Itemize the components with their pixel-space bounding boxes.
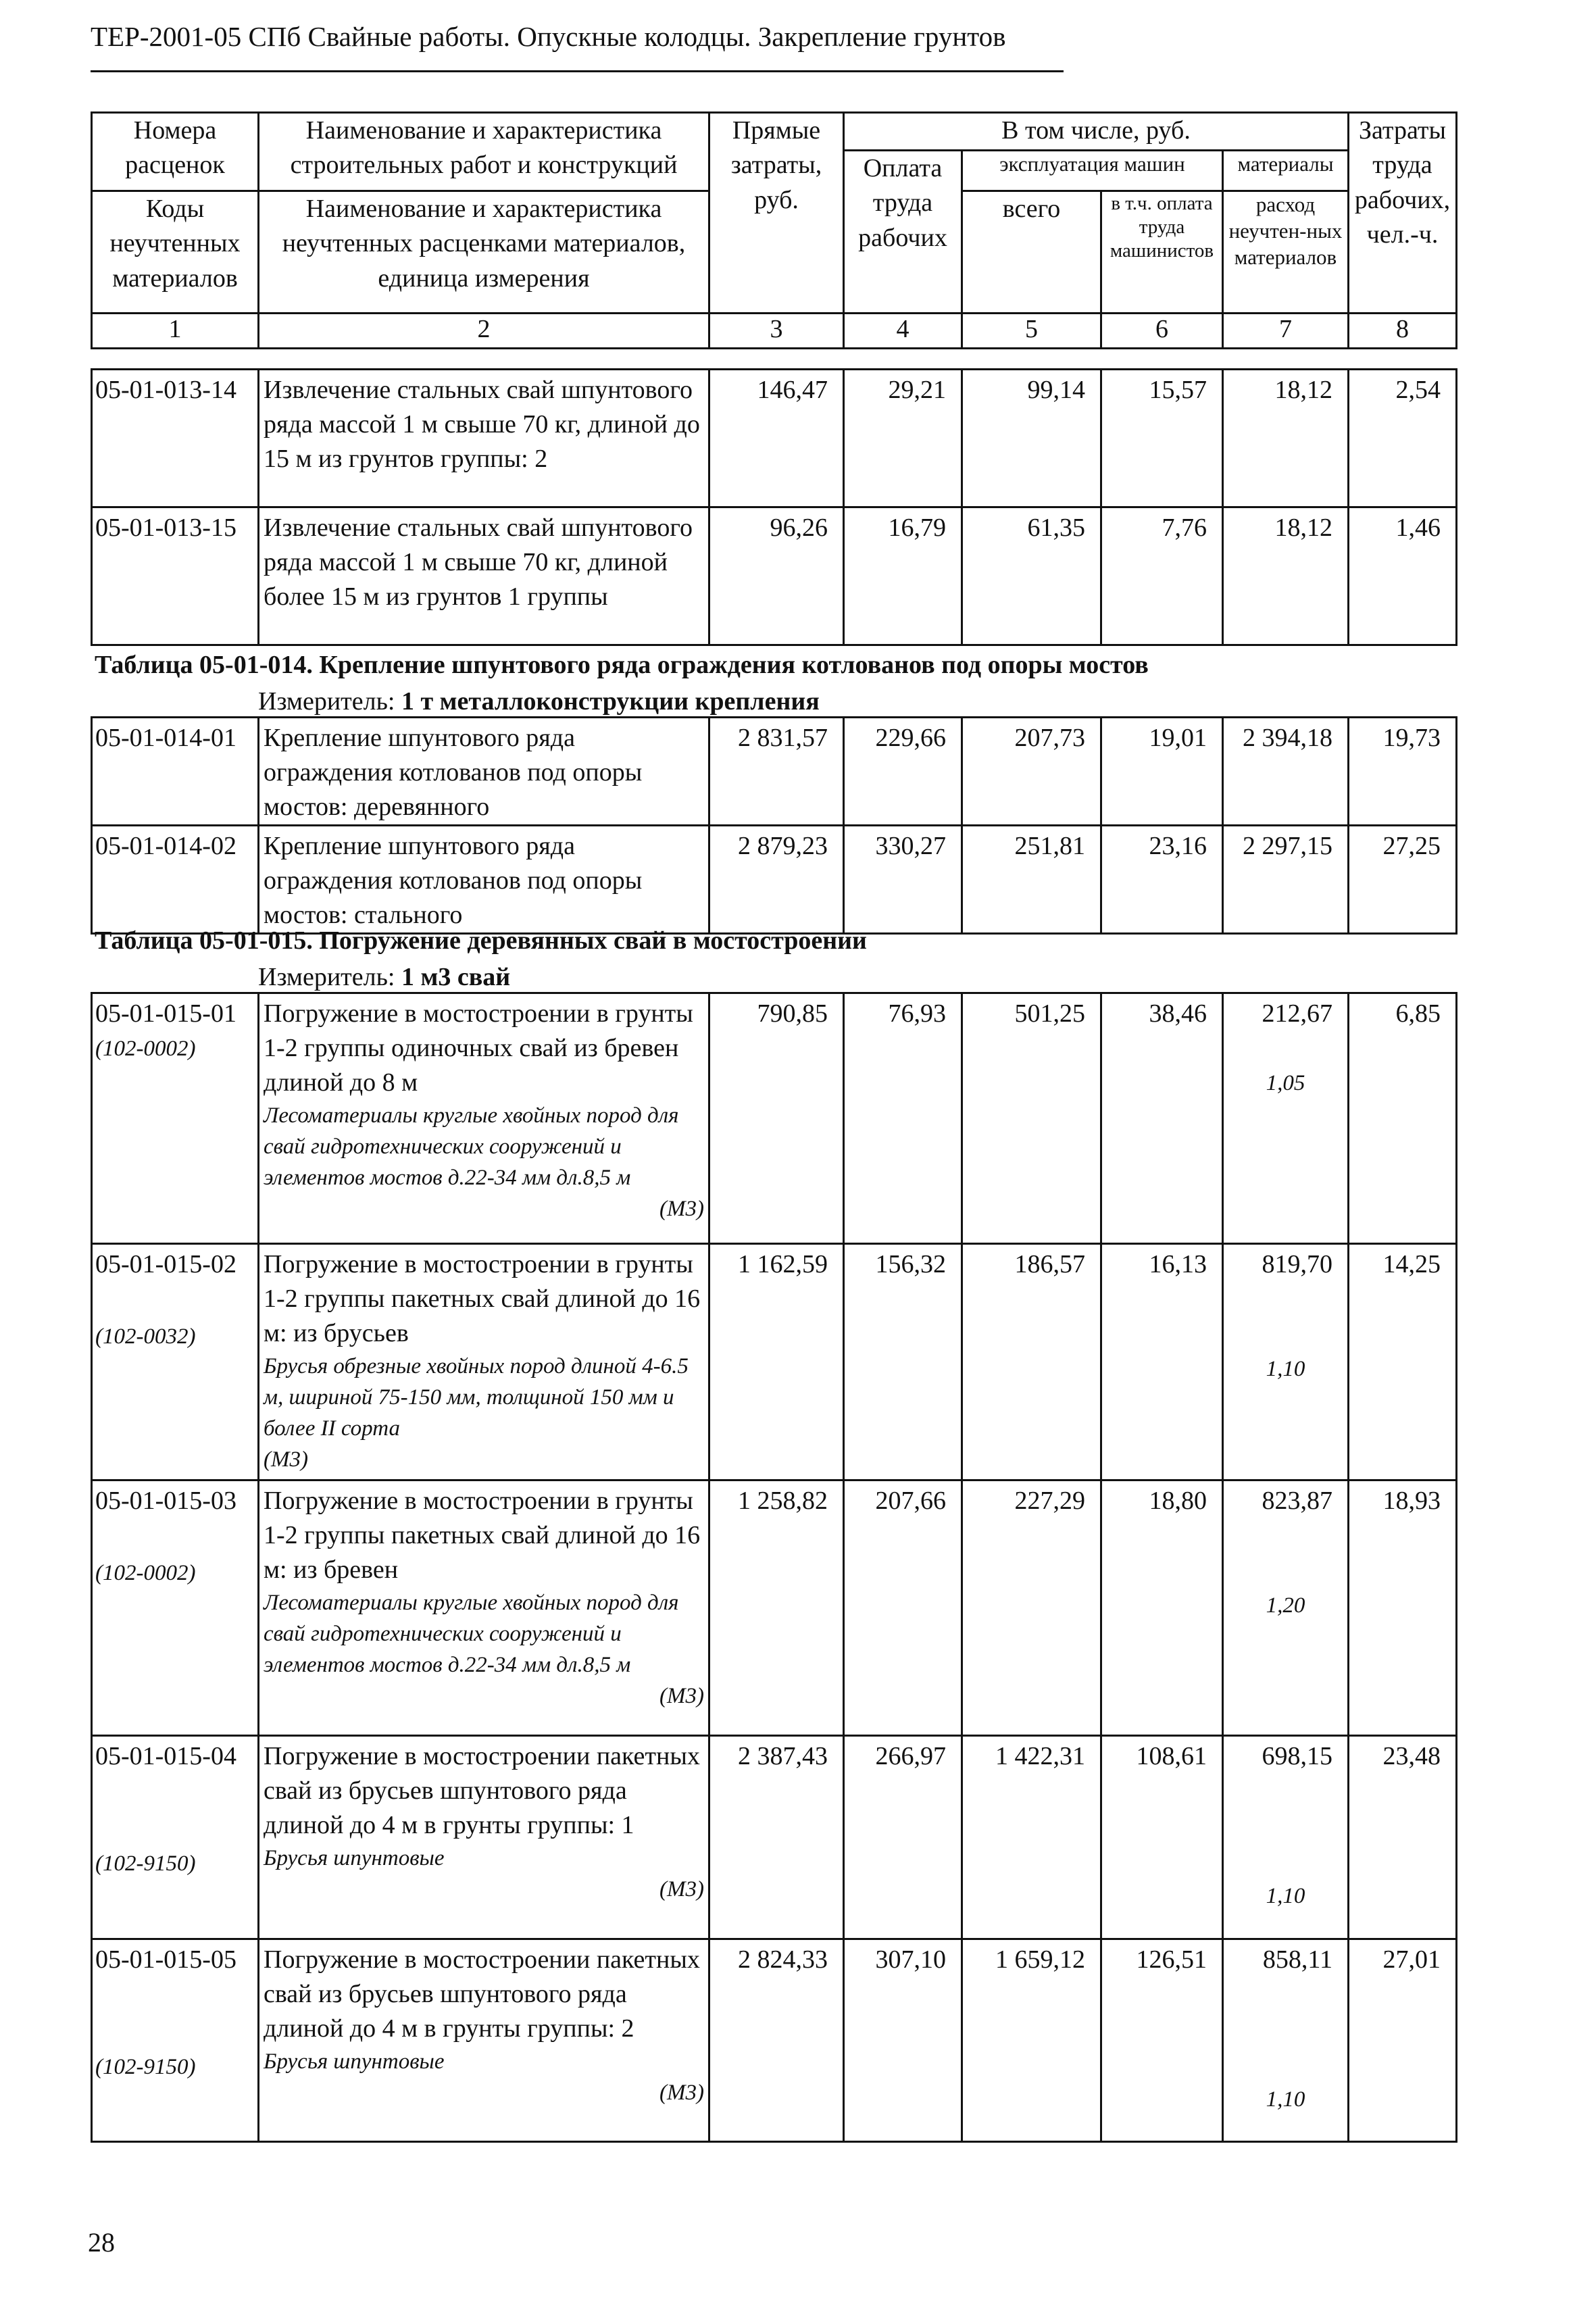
labor-hours-value: 19,73 — [1349, 718, 1457, 826]
col-number: 4 — [844, 314, 962, 349]
table-row — [92, 1480, 1457, 1736]
material-unit: (М3) — [659, 1197, 704, 1221]
rate-name: Погружение в мостостроении пакетных свай из брусьев шпунтового ряда длиной до 4 м в грунты группы: 1 — [264, 1742, 700, 1839]
materials-cell — [1223, 1480, 1349, 1736]
header-materials-consumption: расход неучтен-ных материалов — [1223, 191, 1349, 314]
rate-code: 05-01-015-04 — [95, 1742, 236, 1770]
table-row — [92, 1939, 1457, 2142]
measure-015 — [258, 962, 510, 992]
table-caption-015: Таблица 05-01-015. Погружение деревянных свай в мостостроении — [95, 926, 867, 955]
materials-value: 858,11 — [1262, 1945, 1332, 1974]
operators-value: 38,46 — [1101, 993, 1223, 1244]
col-number: 2 — [259, 314, 709, 349]
rate-name-cell — [259, 1244, 709, 1480]
col-number: 7 — [1223, 314, 1349, 349]
materials-value: 698,15 — [1262, 1742, 1332, 1770]
direct-costs-value: 2 387,43 — [709, 1736, 844, 1939]
rate-name: Погружение в мостостроении пакетных свай из брусьев шпунтового ряда длиной до 4 м в грунты группы: 2 — [264, 1945, 700, 2043]
labor-pay-value: 266,97 — [844, 1736, 962, 1939]
labor-pay-value: 307,10 — [844, 1939, 962, 2142]
labor-pay-value: 76,93 — [844, 993, 962, 1244]
machines-value: 207,73 — [962, 718, 1101, 826]
material-consumption: 1,10 — [1266, 1884, 1305, 1908]
material-name: Брусья шпунтовые — [264, 2049, 445, 2074]
labor-pay-value: 330,27 — [844, 826, 962, 934]
table-row — [92, 826, 1457, 934]
rate-code: 05-01-014-02 — [92, 826, 259, 934]
materials-value: 18,12 — [1223, 370, 1349, 507]
labor-pay-value: 156,32 — [844, 1244, 962, 1480]
rate-name-cell — [259, 1736, 709, 1939]
rate-name: Погружение в мостостроении в грунты 1-2 группы одиночных свай из бревен длиной до 8 м — [264, 999, 693, 1097]
material-consumption: 1,20 — [1266, 1593, 1305, 1618]
labor-pay-value: 207,66 — [844, 1480, 962, 1736]
materials-value: 819,70 — [1262, 1250, 1332, 1278]
rates-table-014 — [91, 716, 1457, 935]
material-code: (102-9150) — [95, 1851, 196, 1876]
machines-value: 1 659,12 — [962, 1939, 1101, 2142]
title-rule — [91, 70, 1064, 72]
rate-code: 05-01-013-14 — [92, 370, 259, 507]
page-title: ТЕР-2001-05 СПб Свайные работы. Опускные колодцы. Закрепление грунтов — [91, 21, 1006, 52]
material-consumption: 1,10 — [1266, 1357, 1305, 1381]
machines-value: 186,57 — [962, 1244, 1101, 1480]
labor-hours-value: 27,25 — [1349, 826, 1457, 934]
material-code: (102-9150) — [95, 2055, 196, 2079]
labor-hours-value: 23,48 — [1349, 1736, 1457, 1939]
labor-pay-value: 29,21 — [844, 370, 962, 507]
materials-value: 823,87 — [1262, 1487, 1332, 1515]
header-machine-operators: в т.ч. оплата труда машинистов — [1101, 191, 1223, 314]
rate-name: Погружение в мостостроении в грунты 1-2 группы пакетных свай длиной до 16 м: из бревен — [264, 1487, 701, 1584]
material-code: (102-0002) — [95, 1037, 196, 1061]
materials-value: 2 394,18 — [1223, 718, 1349, 826]
rate-code-cell — [92, 1244, 259, 1480]
col-number: 3 — [709, 314, 844, 349]
rate-code-cell — [92, 993, 259, 1244]
table-row — [92, 370, 1457, 507]
rate-code: 05-01-014-01 — [92, 718, 259, 826]
rate-code-cell — [92, 1939, 259, 2142]
header-machines: эксплуатация машин — [962, 151, 1223, 191]
rate-code: 05-01-015-01 — [95, 999, 236, 1028]
material-unit: (М3) — [659, 1684, 704, 1708]
operators-value: 108,61 — [1101, 1736, 1223, 1939]
materials-cell — [1223, 1736, 1349, 1939]
operators-value: 126,51 — [1101, 1939, 1223, 2142]
rate-name-cell — [259, 1939, 709, 2142]
rate-code-cell — [92, 1736, 259, 1939]
table-row — [92, 993, 1457, 1244]
header-table — [91, 111, 1457, 349]
direct-costs-value: 96,26 — [709, 507, 844, 645]
direct-costs-value: 1 258,82 — [709, 1480, 844, 1736]
col-number: 6 — [1101, 314, 1223, 349]
col-number: 8 — [1349, 314, 1457, 349]
rate-name: Крепление шпунтового ряда ограждения котлованов под опоры мостов: деревянного — [259, 718, 709, 826]
rate-code: 05-01-015-03 — [95, 1487, 236, 1515]
header-including: В том числе, руб. — [844, 113, 1349, 151]
header-material-names: Наименование и характеристика неучтенных расценками материалов, единица измерения — [259, 191, 709, 314]
operators-value: 18,80 — [1101, 1480, 1223, 1736]
material-code: (102-0032) — [95, 1324, 196, 1349]
material-name: Лесоматериалы круглые хвойных пород для свай гидротехнических сооружений и элементов мостов д.22-34 мм дл.8,5 м — [264, 1591, 679, 1677]
header-materials: материалы — [1223, 151, 1349, 191]
header-direct-costs: Прямые затраты, руб. — [709, 113, 844, 314]
measure-value: 1 т металлоконструкции крепления — [401, 687, 820, 716]
material-name: Лесоматериалы круглые хвойных пород для свай гидротехнических сооружений и элементов мостов д.22-34 мм дл.8,5 м — [264, 1103, 679, 1190]
direct-costs-value: 146,47 — [709, 370, 844, 507]
labor-hours-value: 2,54 — [1349, 370, 1457, 507]
materials-cell — [1223, 993, 1349, 1244]
rates-table-015 — [91, 992, 1457, 2143]
labor-hours-value: 18,93 — [1349, 1480, 1457, 1736]
rate-name: Извлечение стальных свай шпунтового ряда массой 1 м свыше 70 кг, длиной до 15 м из грунтов группы: 2 — [259, 370, 709, 507]
labor-pay-value: 229,66 — [844, 718, 962, 826]
material-name: Брусья шпунтовые — [264, 1846, 445, 1870]
measure-value: 1 м3 свай — [401, 963, 511, 991]
operators-value: 16,13 — [1101, 1244, 1223, 1480]
material-name: Брусья обрезные хвойных пород длиной 4-6.5 м, шириной 75-150 мм, толщиной 150 мм и более II сорта — [264, 1354, 689, 1441]
rate-code: 05-01-015-02 — [95, 1250, 236, 1278]
material-consumption: 1,05 — [1266, 1071, 1305, 1095]
material-consumption: 1,10 — [1266, 2087, 1305, 2112]
materials-cell — [1223, 1939, 1349, 2142]
machines-value: 61,35 — [962, 507, 1101, 645]
machines-value: 1 422,31 — [962, 1736, 1101, 1939]
labor-hours-value: 27,01 — [1349, 1939, 1457, 2142]
table-row — [92, 507, 1457, 645]
materials-value: 212,67 — [1262, 999, 1332, 1028]
rate-code: 05-01-015-05 — [95, 1945, 236, 1974]
machines-value: 501,25 — [962, 993, 1101, 1244]
rate-code: 05-01-013-15 — [92, 507, 259, 645]
col-number: 1 — [92, 314, 259, 349]
labor-hours-value: 6,85 — [1349, 993, 1457, 1244]
header-rate-numbers: Номера расценок — [92, 113, 259, 191]
operators-value: 19,01 — [1101, 718, 1223, 826]
direct-costs-value: 1 162,59 — [709, 1244, 844, 1480]
table-row — [92, 718, 1457, 826]
machines-value: 99,14 — [962, 370, 1101, 507]
measure-label: Измеритель: — [258, 963, 395, 991]
rate-name-cell — [259, 993, 709, 1244]
rate-code-cell — [92, 1480, 259, 1736]
material-unit: (М3) — [264, 1447, 308, 1472]
operators-value: 23,16 — [1101, 826, 1223, 934]
header-labor-pay: Оплата труда рабочих — [844, 151, 962, 314]
header-machines-total: всего — [962, 191, 1101, 314]
rate-name-cell — [259, 1480, 709, 1736]
table-caption-014: Таблица 05-01-014. Крепление шпунтового ряда ограждения котлованов под опоры мостов — [95, 651, 1149, 679]
materials-cell — [1223, 1244, 1349, 1480]
machines-value: 251,81 — [962, 826, 1101, 934]
material-unit: (М3) — [659, 1877, 704, 1901]
direct-costs-value: 2 831,57 — [709, 718, 844, 826]
operators-value: 15,57 — [1101, 370, 1223, 507]
material-code: (102-0002) — [95, 1561, 196, 1585]
header-material-codes: Коды неучтенных материалов — [92, 191, 259, 314]
rate-name: Крепление шпунтового ряда ограждения котлованов под опоры мостов: стального — [259, 826, 709, 934]
rates-table-013 — [91, 368, 1457, 646]
materials-value: 2 297,15 — [1223, 826, 1349, 934]
material-unit: (М3) — [659, 2081, 704, 2105]
rate-name: Погружение в мостостроении в грунты 1-2 группы пакетных свай длиной до 16 м: из брусьев — [264, 1250, 701, 1347]
header-labor-costs: Затраты труда рабочих, чел.-ч. — [1349, 113, 1457, 314]
direct-costs-value: 790,85 — [709, 993, 844, 1244]
materials-value: 18,12 — [1223, 507, 1349, 645]
machines-value: 227,29 — [962, 1480, 1101, 1736]
labor-hours-value: 1,46 — [1349, 507, 1457, 645]
measure-label: Измеритель: — [258, 687, 395, 716]
measure-014 — [258, 687, 820, 716]
header-works-name: Наименование и характеристика строительных работ и конструкций — [259, 113, 709, 191]
table-row — [92, 1244, 1457, 1480]
operators-value: 7,76 — [1101, 507, 1223, 645]
labor-pay-value: 16,79 — [844, 507, 962, 645]
page-number: 28 — [88, 2227, 115, 2258]
direct-costs-value: 2 879,23 — [709, 826, 844, 934]
table-row — [92, 1736, 1457, 1939]
direct-costs-value: 2 824,33 — [709, 1939, 844, 2142]
labor-hours-value: 14,25 — [1349, 1244, 1457, 1480]
col-number: 5 — [962, 314, 1101, 349]
rate-name: Извлечение стальных свай шпунтового ряда массой 1 м свыше 70 кг, длиной более 15 м из грунтов 1 группы — [259, 507, 709, 645]
